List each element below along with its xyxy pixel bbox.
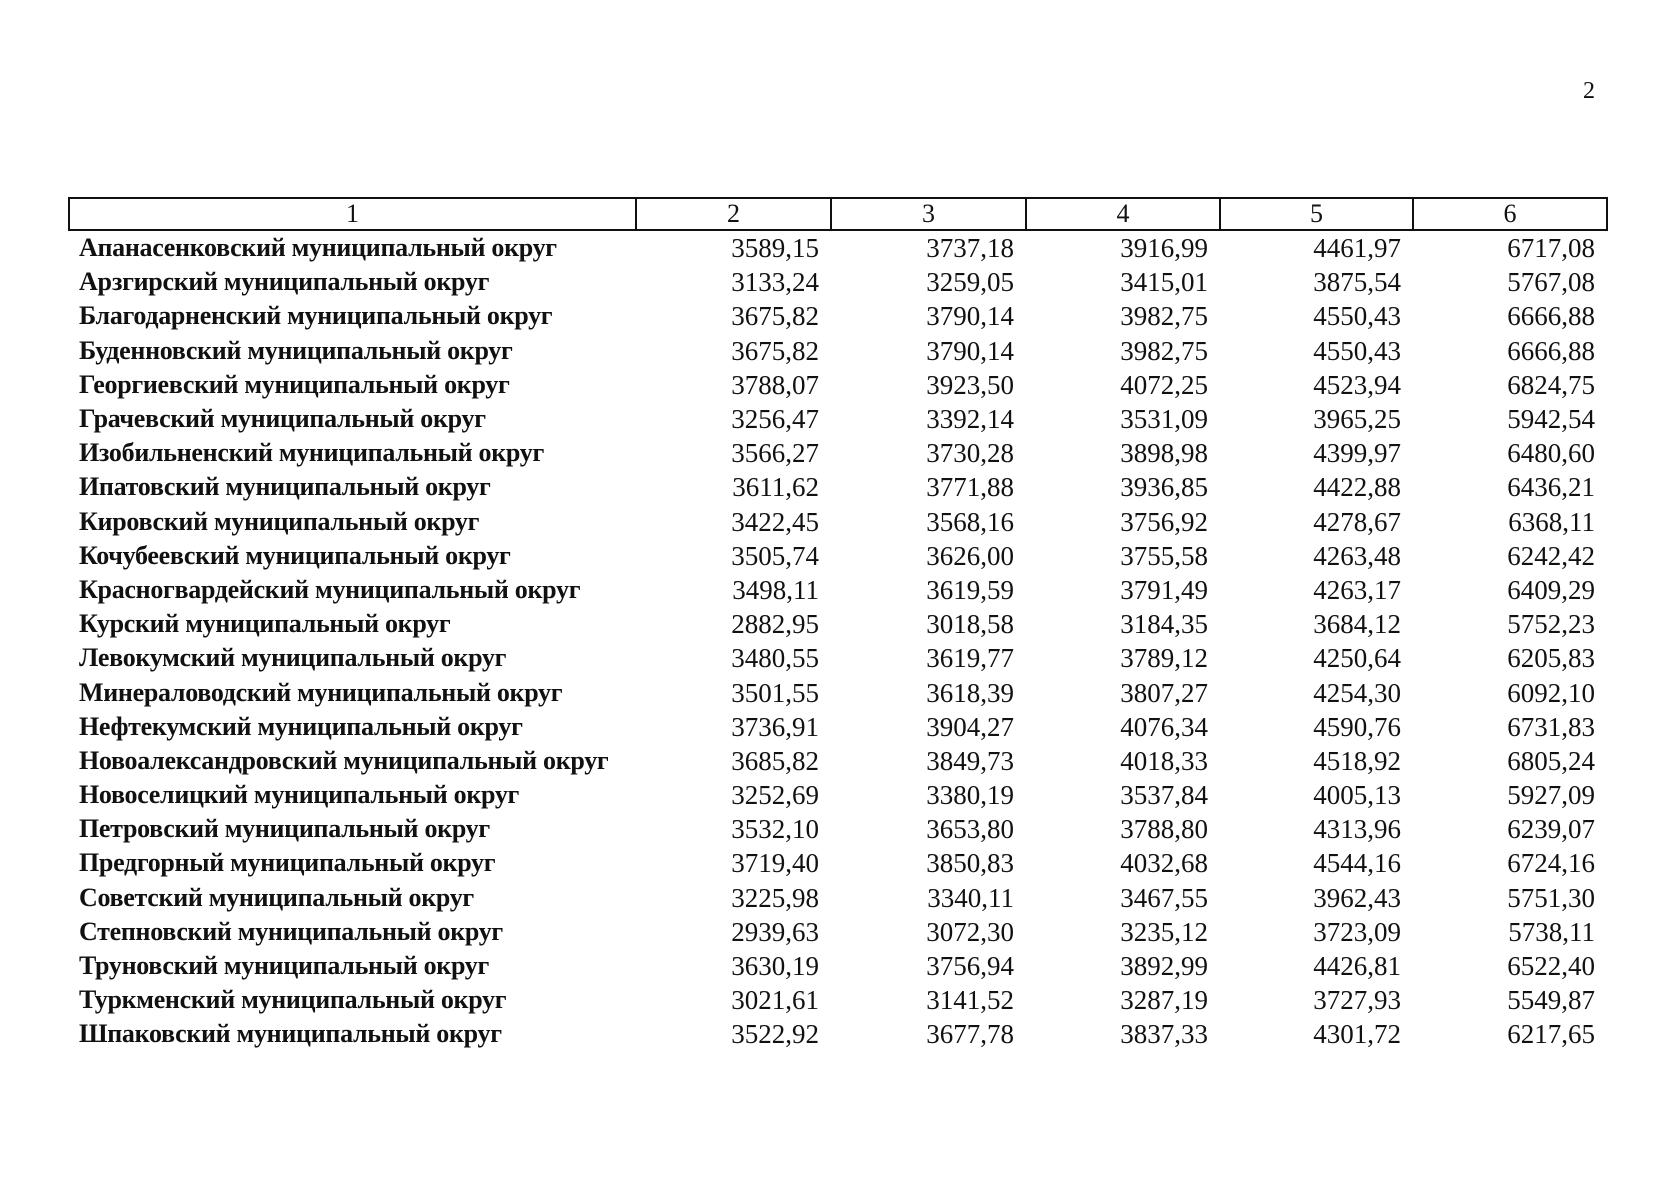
district-name-cell: Ипатовский муниципальный округ — [79, 472, 491, 502]
column-header-1: 1 — [69, 198, 636, 230]
column-header-4: 4 — [1026, 198, 1220, 230]
value-cell-col-6: 5927,09 — [1507, 780, 1595, 811]
value-cell-col-2: 3611,62 — [732, 472, 819, 503]
value-cell-col-2: 3256,47 — [731, 404, 819, 435]
value-cell-col-4: 3807,27 — [1120, 677, 1208, 708]
value-cell-col-6: 6239,07 — [1507, 814, 1595, 845]
value-cell-col-5: 4422,88 — [1313, 472, 1401, 503]
district-name-cell: Предгорный муниципальный округ — [79, 848, 496, 878]
value-cell-col-3: 3790,14 — [926, 335, 1014, 366]
value-cell-col-4: 3892,99 — [1120, 951, 1208, 982]
value-cell-col-2: 2882,95 — [731, 609, 819, 640]
value-cell-col-3: 3340,11 — [927, 882, 1014, 913]
value-cell-col-3: 3849,73 — [926, 745, 1014, 776]
district-name-cell: Советский муниципальный округ — [79, 882, 474, 912]
value-cell-col-4: 3837,33 — [1120, 1019, 1208, 1050]
value-cell-col-3: 3619,77 — [926, 643, 1014, 674]
value-cell-col-3: 3018,58 — [926, 609, 1014, 640]
table-row — [69, 949, 1607, 983]
value-cell-col-5: 4590,76 — [1313, 711, 1401, 742]
table-body — [69, 230, 1607, 1052]
value-cell-col-2: 3719,40 — [731, 848, 819, 879]
value-cell-col-4: 4072,25 — [1120, 369, 1208, 400]
district-name-cell: Красногвардейский муниципальный округ — [79, 574, 581, 604]
value-cell-col-4: 3235,12 — [1120, 916, 1208, 947]
district-name-cell: Туркменский муниципальный округ — [79, 985, 507, 1015]
value-cell-col-3: 3771,88 — [926, 472, 1014, 503]
value-cell-col-3: 3677,78 — [926, 1019, 1014, 1050]
district-name-cell: Апанасенковский муниципальный округ — [79, 233, 557, 263]
district-name-cell: Минераловодский муниципальный округ — [79, 677, 563, 707]
value-cell-col-4: 3184,35 — [1120, 609, 1208, 640]
table-row — [69, 436, 1607, 470]
value-cell-col-4: 3916,99 — [1120, 233, 1208, 264]
value-cell-col-6: 6731,83 — [1507, 711, 1595, 742]
district-name-cell: Арзгирский муниципальный округ — [79, 267, 490, 297]
value-cell-col-6: 6717,08 — [1507, 233, 1595, 264]
table-row — [69, 539, 1607, 573]
page-number: 2 — [1583, 78, 1595, 104]
table-row — [69, 573, 1607, 607]
district-name-cell: Шпаковский муниципальный округ — [79, 1019, 502, 1049]
value-cell-col-3: 3850,83 — [926, 848, 1014, 879]
value-cell-col-2: 3133,24 — [731, 267, 819, 298]
table-row — [69, 265, 1607, 299]
value-cell-col-4: 3755,58 — [1120, 540, 1208, 571]
value-cell-col-3: 3790,14 — [926, 301, 1014, 332]
value-cell-col-2: 3736,91 — [731, 711, 819, 742]
value-cell-col-3: 3653,80 — [926, 814, 1014, 845]
column-header-2: 2 — [636, 198, 831, 230]
value-cell-col-4: 3791,49 — [1120, 574, 1208, 605]
district-name-cell: Новоселицкий муниципальный округ — [79, 780, 520, 810]
value-cell-col-2: 3505,74 — [731, 540, 819, 571]
value-cell-col-5: 4550,43 — [1313, 301, 1401, 332]
value-cell-col-5: 4301,72 — [1313, 1019, 1401, 1050]
district-name-cell: Труновский муниципальный округ — [79, 951, 489, 981]
value-cell-col-4: 3936,85 — [1120, 472, 1208, 503]
district-name-cell: Петровский муниципальный округ — [79, 814, 490, 844]
value-cell-col-5: 4254,30 — [1313, 677, 1401, 708]
table-row — [69, 778, 1607, 812]
table-row — [69, 402, 1607, 436]
data-table — [68, 197, 1608, 1052]
value-cell-col-2: 3498,11 — [732, 574, 819, 605]
value-cell-col-3: 3380,19 — [926, 780, 1014, 811]
table-row — [69, 368, 1607, 402]
district-name-cell: Левокумский муниципальный округ — [79, 643, 507, 673]
value-cell-col-5: 3723,09 — [1313, 916, 1401, 947]
value-cell-col-5: 4313,96 — [1313, 814, 1401, 845]
value-cell-col-2: 3021,61 — [731, 985, 819, 1016]
table-row — [69, 881, 1607, 915]
value-cell-col-2: 3675,82 — [731, 301, 819, 332]
value-cell-col-4: 3788,80 — [1120, 814, 1208, 845]
value-cell-col-6: 6217,65 — [1507, 1019, 1595, 1050]
value-cell-col-2: 3225,98 — [731, 882, 819, 913]
value-cell-col-3: 3392,14 — [926, 404, 1014, 435]
district-name-cell: Курский муниципальный округ — [79, 609, 451, 639]
value-cell-col-5: 4005,13 — [1313, 780, 1401, 811]
value-cell-col-4: 4076,34 — [1120, 711, 1208, 742]
value-cell-col-4: 3287,19 — [1120, 985, 1208, 1016]
value-cell-col-5: 3727,93 — [1313, 985, 1401, 1016]
value-cell-col-6: 5751,30 — [1507, 882, 1595, 913]
value-cell-col-5: 3962,43 — [1313, 882, 1401, 913]
table-row — [69, 230, 1607, 265]
value-cell-col-6: 5767,08 — [1507, 267, 1595, 298]
value-cell-col-5: 4550,43 — [1313, 335, 1401, 366]
value-cell-col-4: 3537,84 — [1120, 780, 1208, 811]
value-cell-col-2: 3630,19 — [731, 951, 819, 982]
table-row — [69, 675, 1607, 709]
table-row — [69, 983, 1607, 1017]
value-cell-col-2: 3532,10 — [731, 814, 819, 845]
district-name-cell: Буденновский муниципальный округ — [79, 335, 513, 365]
column-header-3: 3 — [831, 198, 1026, 230]
value-cell-col-6: 6805,24 — [1507, 745, 1595, 776]
value-cell-col-6: 6824,75 — [1507, 369, 1595, 400]
value-cell-col-2: 3675,82 — [731, 335, 819, 366]
value-cell-col-3: 3626,00 — [926, 540, 1014, 571]
value-cell-col-3: 3072,30 — [926, 916, 1014, 947]
value-cell-col-2: 2939,63 — [731, 916, 819, 947]
value-cell-col-3: 3730,28 — [926, 438, 1014, 469]
district-name-cell: Нефтекумский муниципальный округ — [79, 711, 523, 741]
value-cell-col-2: 3501,55 — [731, 677, 819, 708]
value-cell-col-6: 6409,29 — [1507, 574, 1595, 605]
table-row — [69, 470, 1607, 504]
value-cell-col-4: 3898,98 — [1120, 438, 1208, 469]
value-cell-col-3: 3904,27 — [926, 711, 1014, 742]
value-cell-col-4: 3789,12 — [1120, 643, 1208, 674]
table-row — [69, 846, 1607, 880]
value-cell-col-4: 3982,75 — [1120, 335, 1208, 366]
table-row — [69, 915, 1607, 949]
value-cell-col-6: 5738,11 — [1508, 916, 1595, 947]
value-cell-col-5: 3875,54 — [1313, 267, 1401, 298]
district-name-cell: Георгиевский муниципальный округ — [79, 369, 510, 399]
value-cell-col-5: 4263,48 — [1313, 540, 1401, 571]
district-name-cell: Новоалександровский муниципальный округ — [79, 745, 609, 775]
value-cell-col-2: 3252,69 — [731, 780, 819, 811]
value-cell-col-2: 3522,92 — [731, 1019, 819, 1050]
value-cell-col-5: 4523,94 — [1313, 369, 1401, 400]
table-row — [69, 334, 1607, 368]
value-cell-col-5: 4250,64 — [1313, 643, 1401, 674]
value-cell-col-2: 3788,07 — [731, 369, 819, 400]
value-cell-col-6: 6436,21 — [1507, 472, 1595, 503]
value-cell-col-4: 3467,55 — [1120, 882, 1208, 913]
value-cell-col-4: 3756,92 — [1120, 506, 1208, 537]
value-cell-col-2: 3422,45 — [731, 506, 819, 537]
district-name-cell: Кировский муниципальный округ — [79, 506, 480, 536]
value-cell-col-6: 6522,40 — [1507, 951, 1595, 982]
value-cell-col-6: 5942,54 — [1507, 404, 1595, 435]
value-cell-col-6: 6092,10 — [1507, 677, 1595, 708]
table-row — [69, 710, 1607, 744]
value-cell-col-4: 4018,33 — [1120, 745, 1208, 776]
value-cell-col-5: 4278,67 — [1313, 506, 1401, 537]
value-cell-col-6: 6205,83 — [1507, 643, 1595, 674]
value-cell-col-6: 6666,88 — [1507, 335, 1595, 366]
value-cell-col-6: 5549,87 — [1507, 985, 1595, 1016]
value-cell-col-5: 4263,17 — [1313, 574, 1401, 605]
table-row — [69, 812, 1607, 846]
table-row — [69, 641, 1607, 675]
column-header-5: 5 — [1220, 198, 1413, 230]
district-name-cell: Благодарненский муниципальный округ — [79, 301, 553, 331]
header-row — [69, 198, 1607, 230]
value-cell-col-5: 4426,81 — [1313, 951, 1401, 982]
table-row — [69, 607, 1607, 641]
value-cell-col-3: 3568,16 — [926, 506, 1014, 537]
value-cell-col-5: 4518,92 — [1313, 745, 1401, 776]
district-name-cell: Кочубеевский муниципальный округ — [79, 540, 511, 570]
value-cell-col-3: 3619,59 — [926, 574, 1014, 605]
value-cell-col-3: 3756,94 — [926, 951, 1014, 982]
value-cell-col-5: 3965,25 — [1313, 404, 1401, 435]
value-cell-col-6: 5752,23 — [1507, 609, 1595, 640]
value-cell-col-3: 3618,39 — [926, 677, 1014, 708]
value-cell-col-6: 6724,16 — [1507, 848, 1595, 879]
value-cell-col-4: 3982,75 — [1120, 301, 1208, 332]
value-cell-col-5: 4544,16 — [1313, 848, 1401, 879]
table-header — [69, 198, 1607, 230]
value-cell-col-4: 3531,09 — [1120, 404, 1208, 435]
value-cell-col-2: 3589,15 — [731, 233, 819, 264]
column-header-6: 6 — [1413, 198, 1607, 230]
table-row — [69, 505, 1607, 539]
district-name-cell: Грачевский муниципальный округ — [79, 404, 486, 434]
value-cell-col-2: 3685,82 — [731, 745, 819, 776]
value-cell-col-2: 3480,55 — [731, 643, 819, 674]
value-cell-col-3: 3923,50 — [926, 369, 1014, 400]
value-cell-col-5: 3684,12 — [1313, 609, 1401, 640]
value-cell-col-5: 4399,97 — [1313, 438, 1401, 469]
value-cell-col-6: 6666,88 — [1507, 301, 1595, 332]
table-row — [69, 744, 1607, 778]
district-name-cell: Изобильненский муниципальный округ — [79, 438, 544, 468]
table-row — [69, 299, 1607, 333]
value-cell-col-3: 3259,05 — [926, 267, 1014, 298]
value-cell-col-5: 4461,97 — [1313, 233, 1401, 264]
value-cell-col-3: 3737,18 — [926, 233, 1014, 264]
value-cell-col-3: 3141,52 — [926, 985, 1014, 1016]
table-row — [69, 1017, 1607, 1051]
value-cell-col-2: 3566,27 — [731, 438, 819, 469]
value-cell-col-4: 4032,68 — [1120, 848, 1208, 879]
value-cell-col-6: 6242,42 — [1507, 540, 1595, 571]
value-cell-col-4: 3415,01 — [1120, 267, 1208, 298]
value-cell-col-6: 6368,11 — [1508, 506, 1595, 537]
value-cell-col-6: 6480,60 — [1507, 438, 1595, 469]
district-name-cell: Степновский муниципальный округ — [79, 916, 503, 946]
